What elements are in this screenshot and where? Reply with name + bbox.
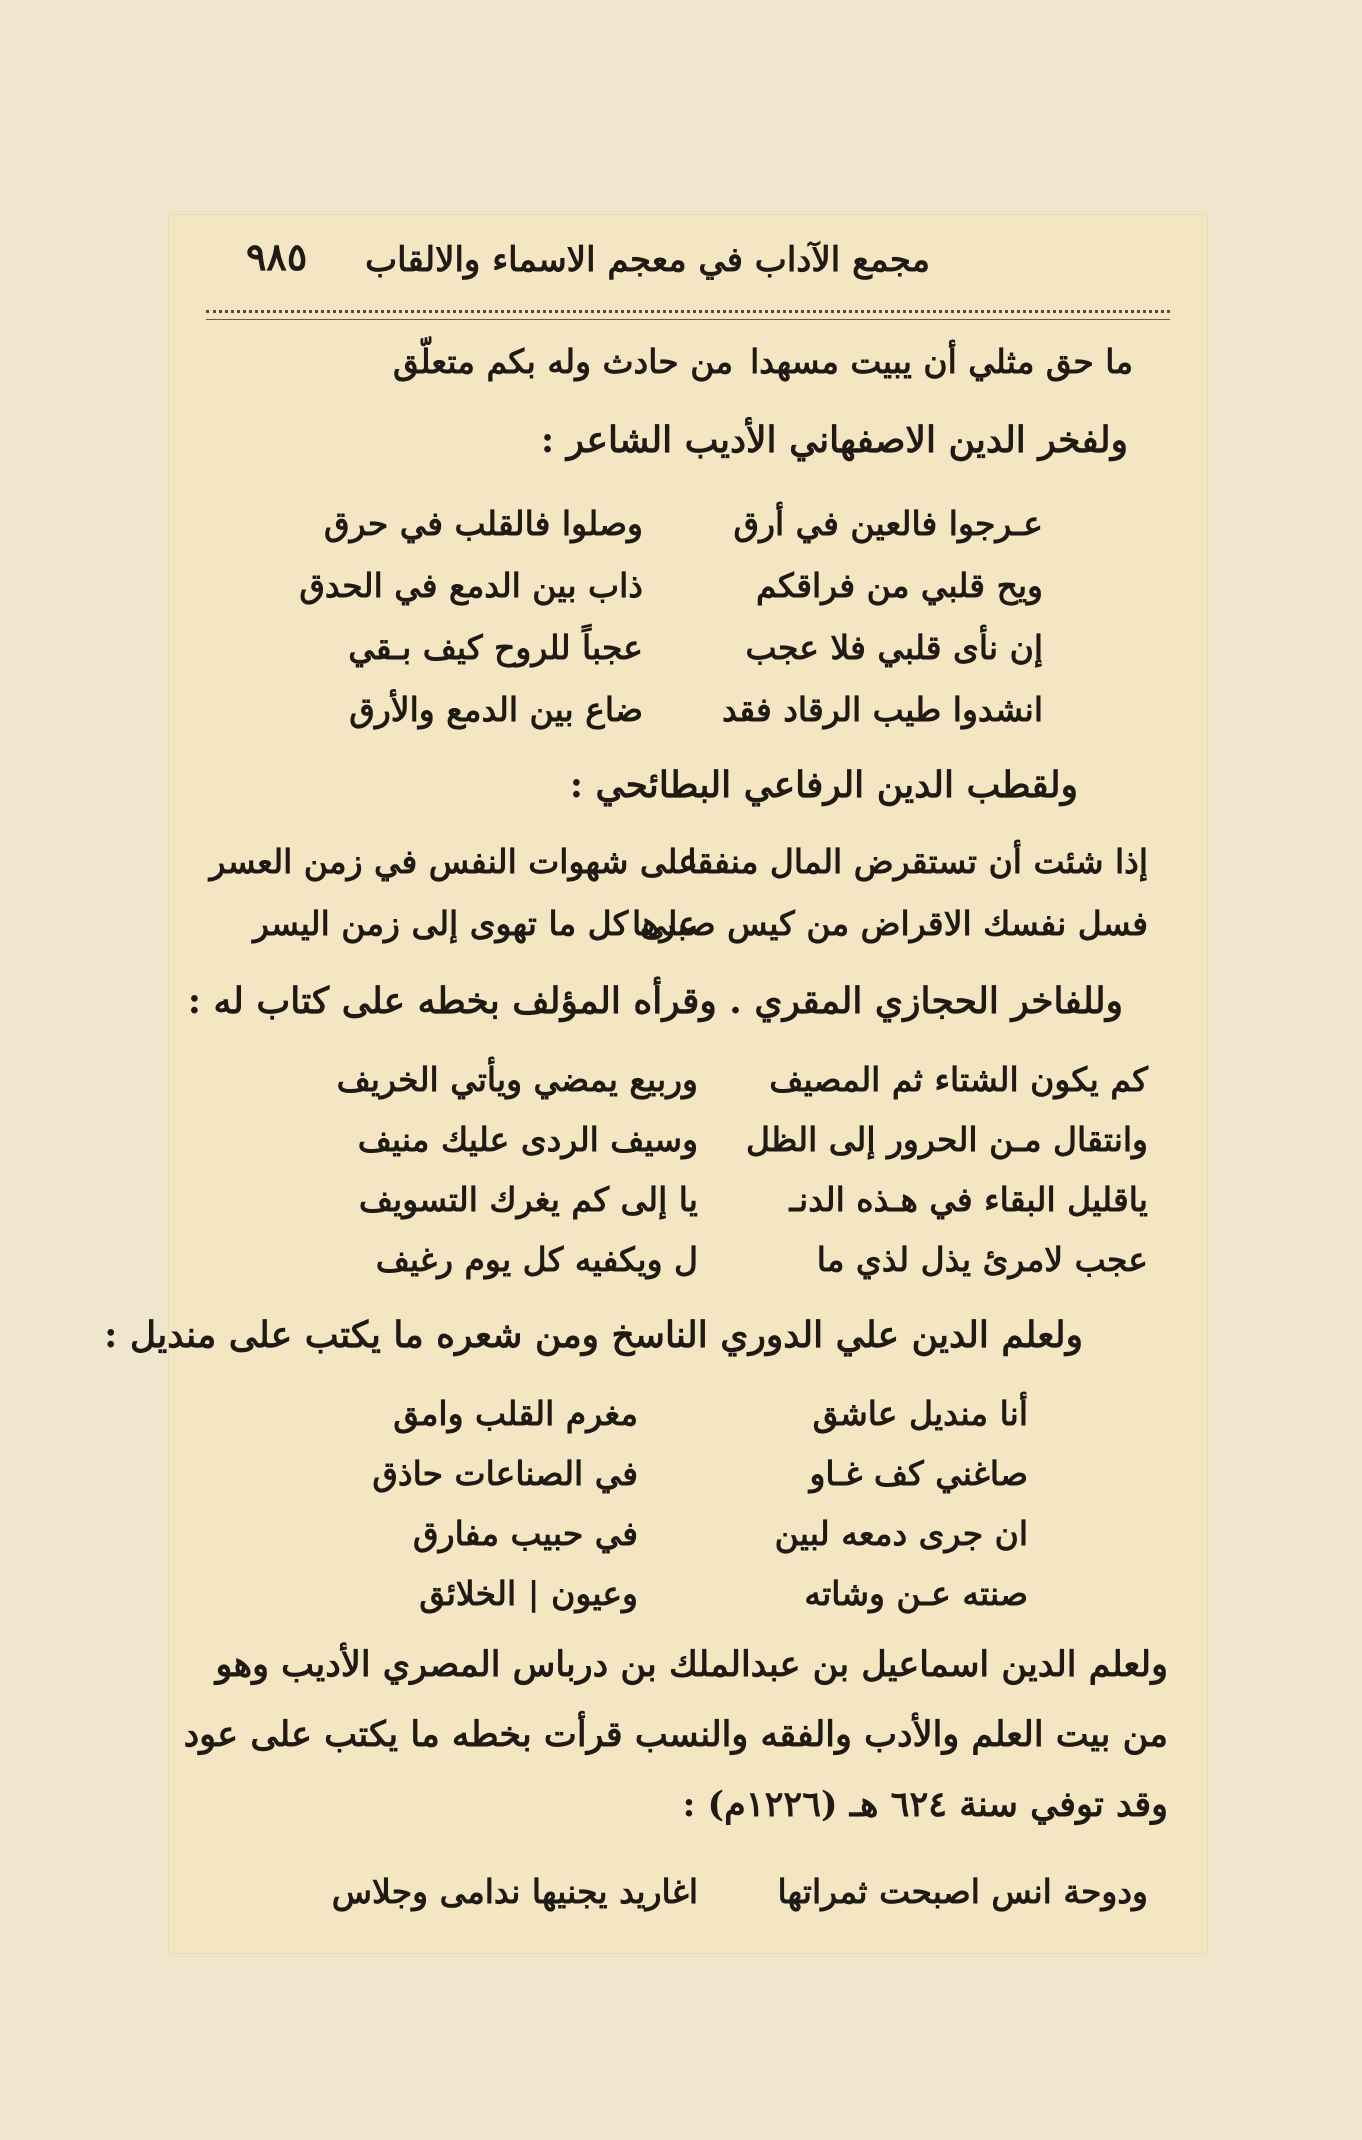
verse-line	[283, 628, 1043, 686]
verse-line	[283, 504, 1043, 562]
verse-line	[283, 566, 1043, 624]
hemistich-second: وسيف الردى عليك منيف	[357, 1120, 698, 1159]
verse-line	[308, 1394, 1028, 1452]
verse-line	[248, 1872, 1148, 1930]
hemistich-first: عـرجوا فالعين في أرق	[733, 504, 1043, 543]
verse-line	[308, 1514, 1028, 1572]
hemistich-second: على كل ما تهوى إلى زمن اليسر	[252, 904, 698, 943]
verse-line	[248, 1240, 1148, 1298]
hemistich-second: ل ويكفيه كل يوم رغيف	[375, 1240, 698, 1279]
section-heading: ولعلم الدين علي الدوري الناسخ ومن شعره ما يكتب على منديل :	[104, 1314, 1083, 1356]
hemistich-second: يا إلى كم يغرك التسويف	[358, 1180, 698, 1219]
hemistich-first: إذا شئت أن تستقرض المال منفقا	[687, 842, 1148, 881]
hemistich-second: وصلوا فالقلب في حرق	[324, 504, 643, 543]
hemistich-first: ياقليل البقاء في هـذه الدنـ	[789, 1180, 1148, 1219]
hemistich-second: وربيع يمضي ويأتي الخريف	[336, 1060, 698, 1099]
hemistich-second: على شهوات النفس في زمن العسر	[209, 842, 698, 881]
hemistich-first: عجب لامرئ يذل لذي ما	[816, 1240, 1148, 1279]
hemistich-first: صنته عـن وشاته	[804, 1574, 1028, 1613]
hemistich-first: انشدوا طيب الرقاد فقد	[721, 690, 1043, 729]
hemistich-second: مغرم القلب وامق	[393, 1394, 638, 1433]
hemistich-first: أنا منديل عاشق	[812, 1394, 1028, 1433]
prose-line: وقد توفي سنة ٦٢٤ هـ (١٢٢٦م) :	[682, 1784, 1168, 1825]
hemistich-second: في الصناعات حاذق	[372, 1454, 638, 1493]
section-heading: ولقطب الدين الرفاعي البطائحي :	[569, 764, 1078, 806]
running-title: مجمع الآداب في معجم الاسماء والالقاب	[365, 240, 930, 280]
verse-line	[248, 1120, 1148, 1178]
hemistich-first: ما حق مثلي أن يبيت مسهدا	[750, 342, 1133, 381]
hemistich-second: ذاب بين الدمع في الحدق	[299, 566, 643, 605]
prose-line: ولعلم الدين اسماعيل بن عبدالملك بن درباس المصري الأديب وهو	[215, 1644, 1168, 1685]
hemistich-first: إن نأى قلبي فلا عجب	[745, 628, 1043, 667]
verse-line	[283, 690, 1043, 748]
hemistich-first: ان جرى دمعه لبين	[774, 1514, 1028, 1553]
hemistich-first: صاغني كف غـاو	[809, 1454, 1028, 1493]
section-heading: ولفخر الدين الاصفهاني الأديب الشاعر :	[540, 419, 1128, 461]
verse-line	[209, 842, 1148, 900]
hemistich-second: وعيون | الخلائق	[419, 1574, 638, 1613]
hemistich-first: فسل نفسك الاقراض من كيس صبرها	[632, 904, 1148, 943]
section-heading: وللفاخر الحجازي المقري . وقرأه المؤلف بخطه على كتاب له :	[187, 980, 1123, 1022]
verse-line	[308, 1574, 1028, 1632]
book-page	[104, 214, 1208, 1954]
hemistich-second: عجباً للروح كيف بـقي	[348, 628, 643, 667]
verse-line	[308, 1454, 1028, 1512]
verse-line	[248, 1180, 1148, 1238]
verse-line	[248, 1060, 1148, 1118]
verse-line	[293, 342, 1133, 400]
hemistich-first: كم يكون الشتاء ثم المصيف	[769, 1060, 1148, 1099]
prose-line: من بيت العلم والأدب والفقه والنسب قرأت بخطه ما يكتب على عود	[183, 1714, 1168, 1755]
hemistich-second: من حادث وله بكم متعلّق	[392, 342, 733, 381]
hemistich-second: اغاريد يجنيها ندامى وجلاس	[331, 1872, 698, 1911]
hemistich-second: ضاع بين الدمع والأرق	[349, 690, 643, 729]
page-body	[104, 214, 1208, 1954]
hemistich-first: وانتقال مـن الحرور إلى الظل	[745, 1120, 1148, 1159]
hemistich-first: ودوحة انس اصبحت ثمراتها	[777, 1872, 1148, 1911]
page-number: ٩٨٥	[246, 234, 308, 279]
hemistich-second: في حبيب مفارق	[413, 1514, 638, 1553]
hemistich-first: ويح قلبي من فراقكم	[756, 566, 1043, 605]
verse-line	[248, 904, 1148, 962]
